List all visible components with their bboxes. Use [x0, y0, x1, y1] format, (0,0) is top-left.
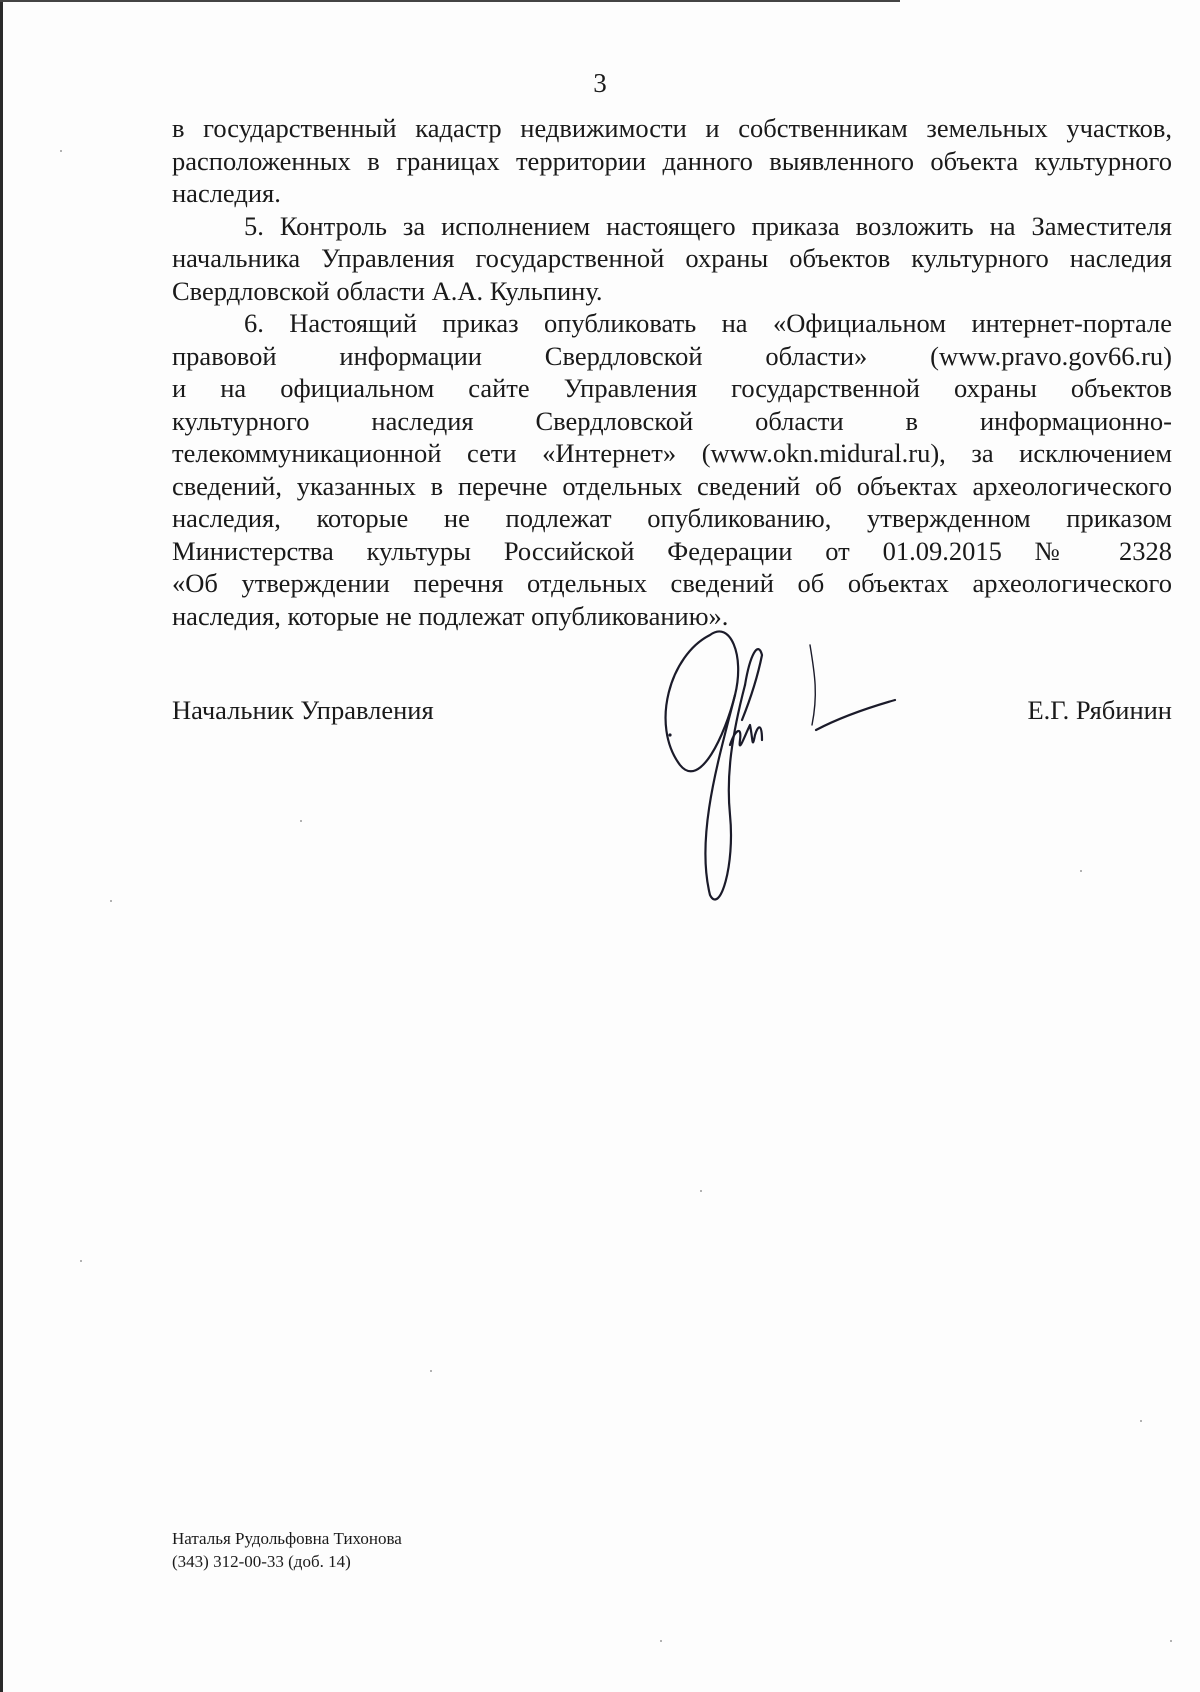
scan-speck	[1140, 1420, 1142, 1422]
executor-name: Наталья Рудольфовна Тихонова	[172, 1529, 402, 1548]
scan-speck	[80, 1260, 82, 1262]
paragraph-item-6	[172, 307, 1172, 632]
handwritten-signature	[650, 615, 950, 905]
text-line: телекоммуникационной сети «Интернет» (www.okn.midural.ru), за исключением	[172, 438, 1172, 468]
scan-edge-left	[0, 0, 3, 1692]
scan-speck	[1080, 870, 1082, 872]
text-line: и на официальном сайте Управления государственной охраны объектов	[172, 373, 1172, 403]
text-line: наследия, которые не подлежат опубликованию».	[172, 600, 729, 631]
executor-phone: (343) 312-00-33 (доб. 14)	[172, 1552, 351, 1571]
text-line: 5. Контроль за исполнением настоящего приказа возложить на Заместителя	[244, 210, 1172, 241]
text-line: наследия.	[172, 178, 281, 208]
paragraph-item-5	[172, 210, 1172, 308]
scan-edge-top	[0, 0, 900, 2]
page-number: 3	[593, 68, 607, 98]
document-body	[172, 112, 1172, 632]
text-line: расположенных в границах территории данного выявленного объекта культурного	[172, 145, 1172, 176]
scan-speck	[660, 1640, 662, 1642]
scan-speck	[700, 1190, 702, 1192]
text-line: в государственный кадастр недвижимости и собственникам земельных участков,	[172, 113, 1172, 143]
paragraph-continuation	[172, 112, 1172, 210]
text-line: 6. Настоящий приказ опубликовать на «Официальном интернет-портале	[244, 308, 1172, 338]
text-line: сведений, указанных в перечне отдельных сведений об объектах археологического	[172, 470, 1172, 501]
executor-footer	[172, 1527, 402, 1573]
text-line: «Об утверждении перечня отдельных сведений об объектах археологического	[172, 568, 1172, 598]
signatory-position: Начальник Управления	[172, 695, 434, 725]
scan-speck	[110, 900, 112, 902]
signatory-name: Е.Г. Рябинин	[1027, 695, 1172, 725]
text-line: Министерства культуры Российской Федерации от 01.09.2015 № 2328	[172, 535, 1172, 566]
scan-speck	[60, 150, 62, 152]
text-line: правовой информации Свердловской области» (www.pravo.gov66.ru)	[172, 340, 1172, 371]
text-line: наследия, которые не подлежат опубликованию, утвержденном приказом	[172, 503, 1172, 533]
text-line: Свердловской области А.А. Кульпину.	[172, 275, 603, 306]
scan-speck	[300, 820, 302, 822]
text-line: культурного наследия Свердловской области в информационно-	[172, 405, 1172, 436]
scan-speck	[1170, 1640, 1172, 1642]
scan-speck	[430, 1370, 432, 1372]
text-line: начальника Управления государственной охраны объектов культурного наследия	[172, 243, 1172, 273]
